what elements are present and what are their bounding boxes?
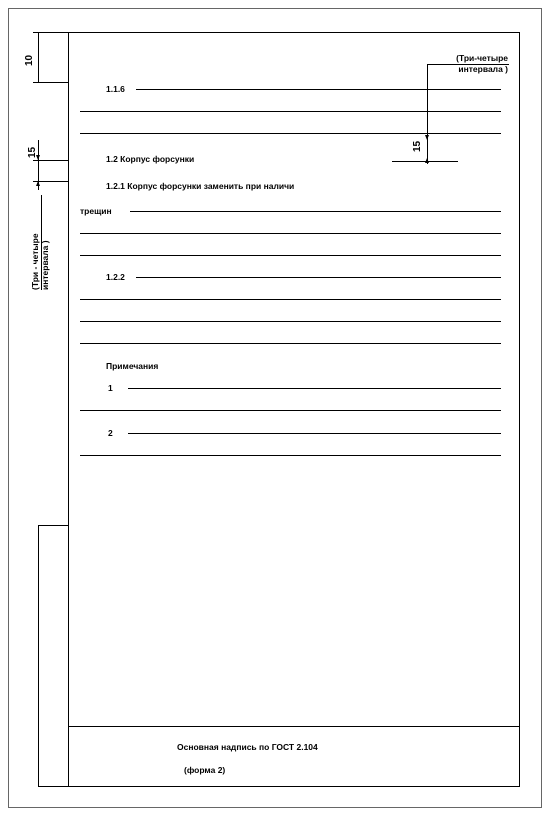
top-note-leader bbox=[427, 64, 509, 65]
top-spacing-note: (Три-четыре интервала ) bbox=[456, 53, 508, 74]
text-line bbox=[128, 433, 501, 434]
text-line bbox=[128, 388, 501, 389]
text-line bbox=[80, 299, 501, 300]
top-dim-label: 15 bbox=[412, 140, 423, 152]
text-line bbox=[136, 277, 501, 278]
text-line bbox=[80, 343, 501, 344]
note-1-number: 1 bbox=[108, 383, 113, 393]
text-line bbox=[130, 211, 501, 212]
dim-10-line bbox=[38, 32, 39, 82]
text-line bbox=[80, 111, 501, 112]
binding-strip bbox=[38, 525, 68, 787]
notes-heading: Примечания bbox=[106, 361, 159, 371]
top-dim-arrow-a bbox=[425, 135, 429, 140]
text-line bbox=[80, 133, 501, 134]
top-dim-ext bbox=[392, 161, 458, 162]
dim-10-ext-top bbox=[33, 32, 68, 33]
item-1-2-2: 1.2.2 bbox=[106, 272, 125, 282]
title-block-line1: Основная надпись по ГОСТ 2.104 bbox=[177, 742, 318, 752]
note-2-number: 2 bbox=[108, 428, 113, 438]
dim-15-arrow-bottom bbox=[36, 181, 40, 186]
text-line bbox=[136, 89, 501, 90]
text-line bbox=[80, 233, 501, 234]
text-line bbox=[80, 255, 501, 256]
item-1-2-1: 1.2.1 Корпус форсунки заменить при наличи bbox=[106, 181, 295, 191]
text-line bbox=[80, 410, 501, 411]
item-1-1-6: 1.1.6 bbox=[106, 84, 125, 94]
dim-15-ext-top bbox=[33, 160, 68, 161]
dim-10-ext-bottom bbox=[33, 82, 68, 83]
heading-1-2: 1.2 Корпус форсунки bbox=[106, 154, 195, 164]
side-spacing-note bbox=[30, 200, 50, 290]
title-block-divider bbox=[68, 726, 520, 727]
title-block-line2: (форма 2) bbox=[184, 765, 226, 775]
side-note-leader bbox=[41, 195, 42, 290]
text-line bbox=[80, 321, 501, 322]
text-line bbox=[80, 455, 501, 456]
item-1-2-1-continued: трещин bbox=[80, 206, 112, 216]
side-note-text: (Три - четыре интервала ) bbox=[30, 233, 50, 290]
top-dim-line bbox=[427, 64, 428, 164]
dim-10-label: 10 bbox=[24, 54, 35, 66]
dim-15-label: 15 bbox=[27, 146, 38, 158]
